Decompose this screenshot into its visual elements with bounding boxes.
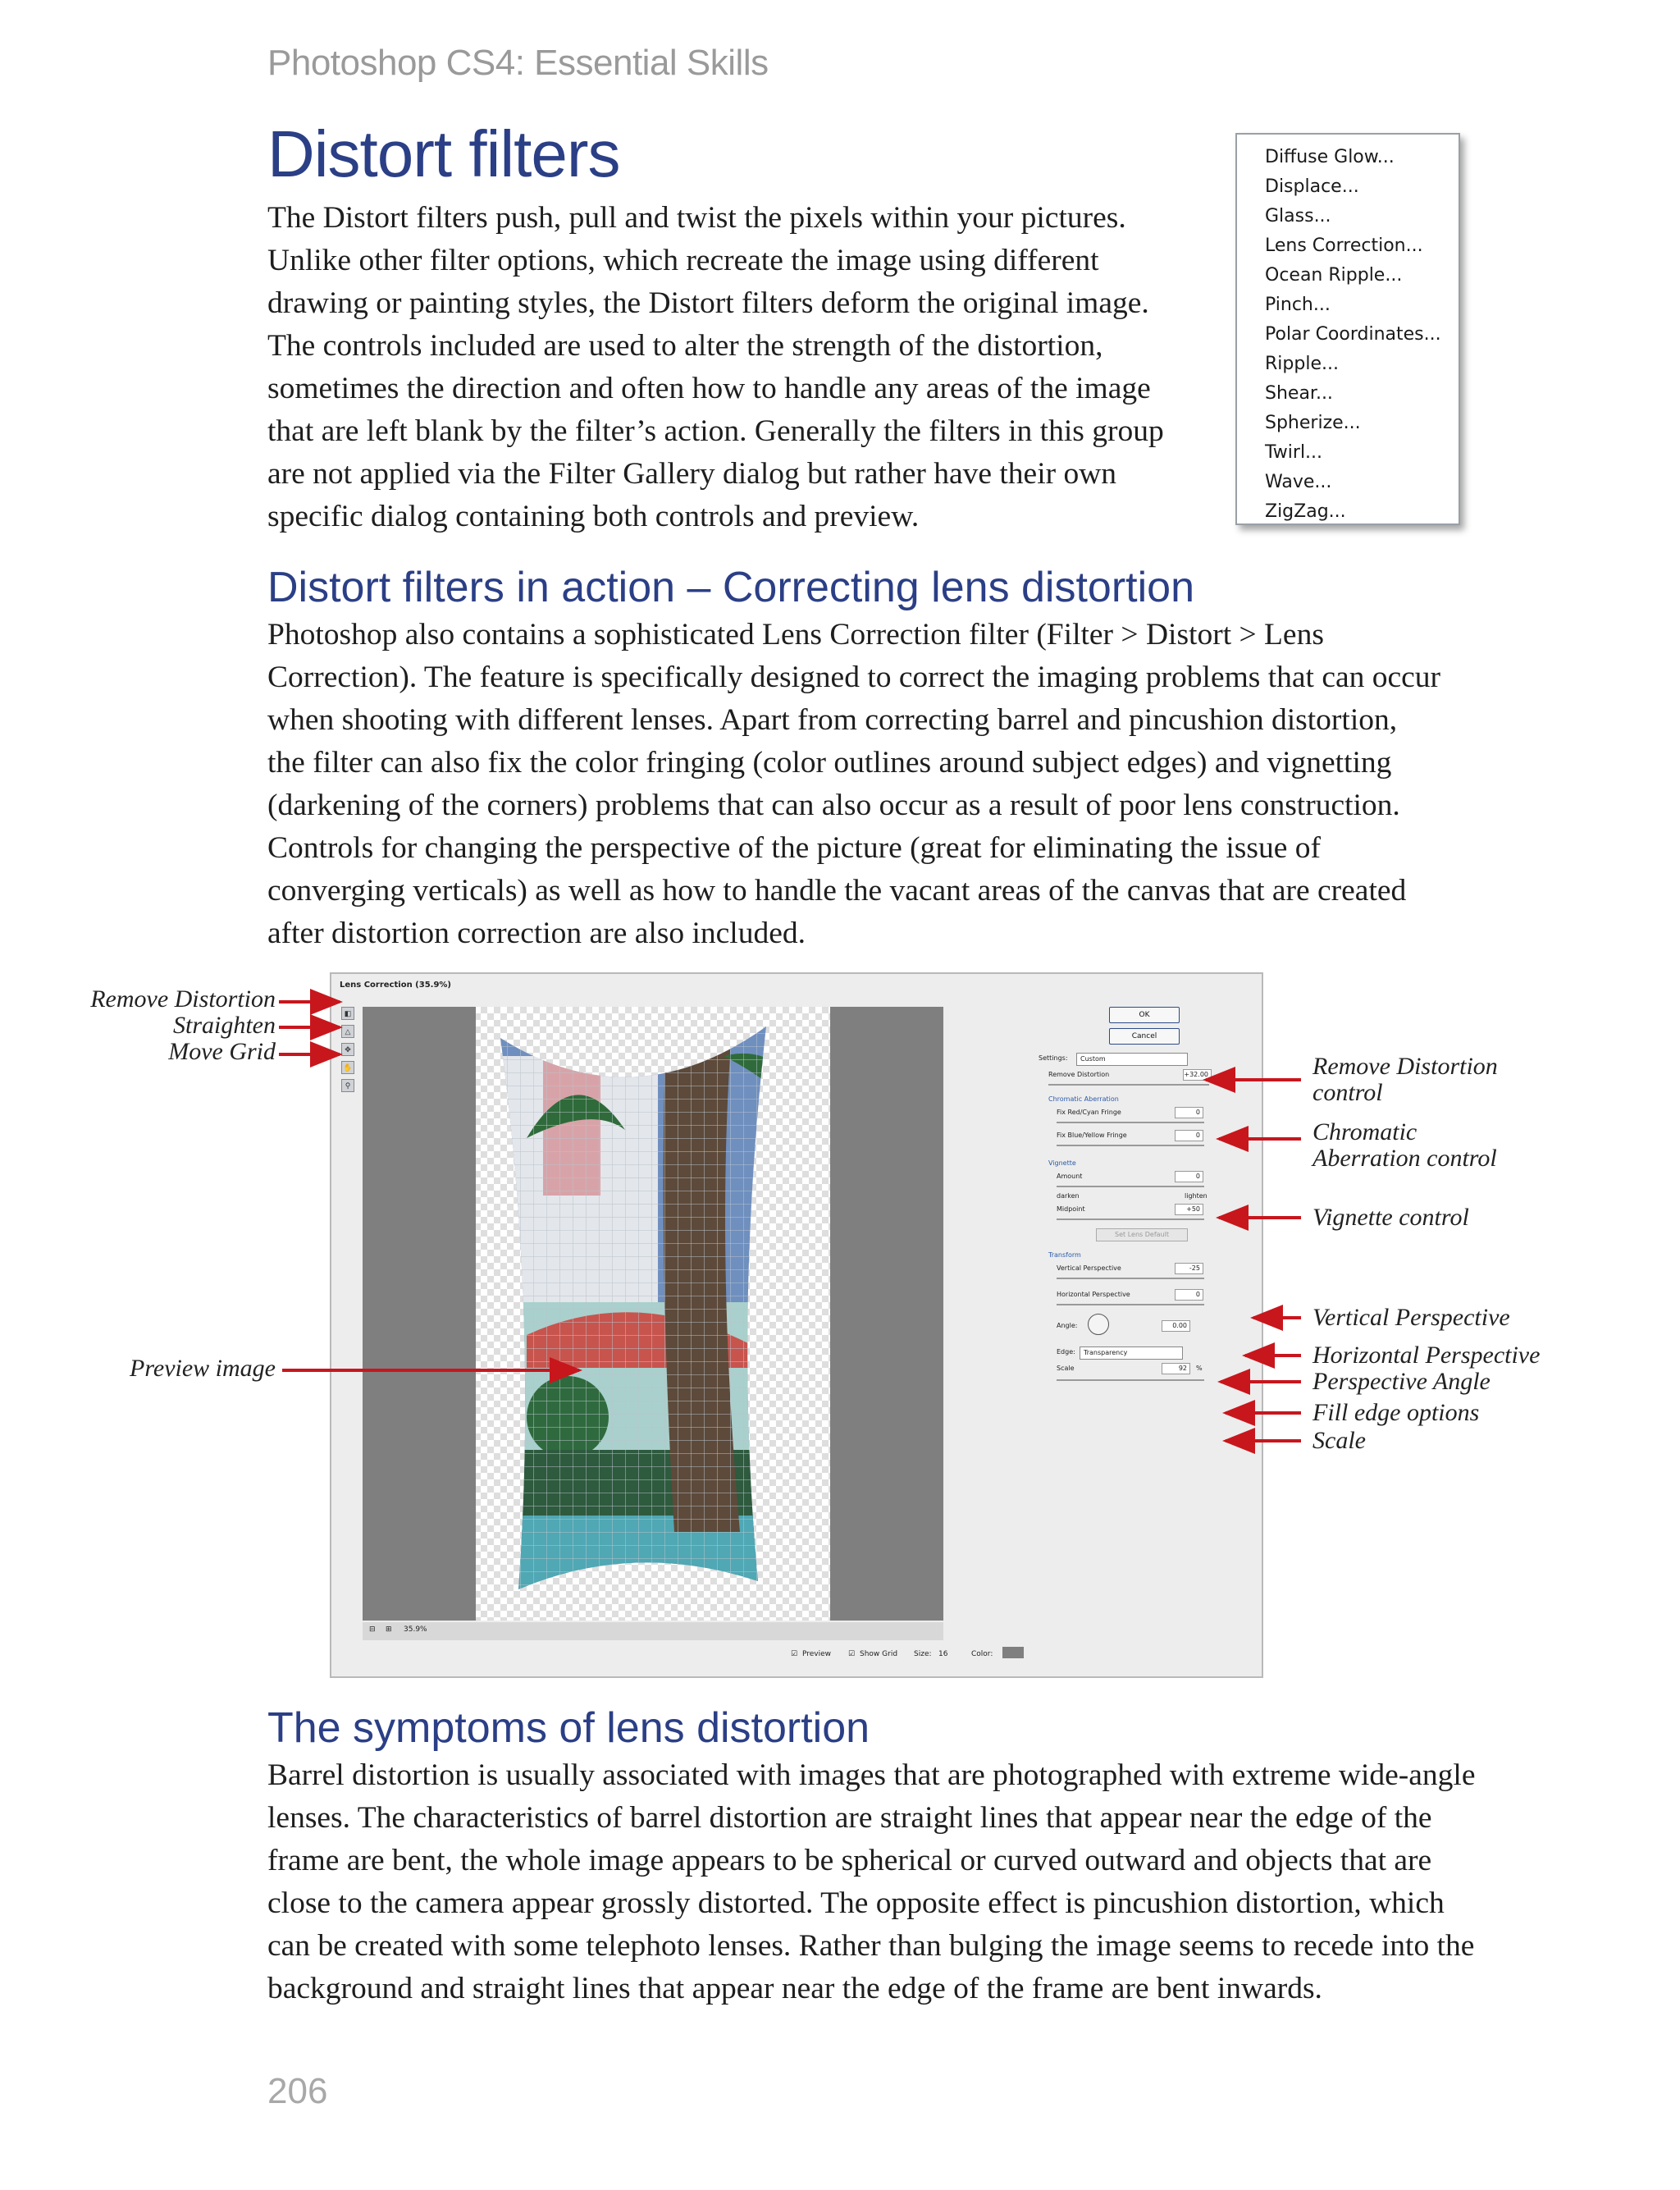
transform-group-label: Transform bbox=[1048, 1251, 1081, 1259]
text-line: when shooting with different lenses. Apart from correcting barrel and pincushion distortion, bbox=[267, 703, 1398, 737]
menu-item[interactable]: Shear... bbox=[1265, 383, 1333, 404]
text-line: Unlike other filter options, which recreate the image using different bbox=[267, 244, 1099, 277]
text-line: after distortion correction are also included. bbox=[267, 917, 806, 950]
text-line: The controls included are used to alter the strength of the distortion, bbox=[267, 329, 1103, 363]
midpoint-value[interactable]: +50 bbox=[1175, 1204, 1203, 1215]
callout-fill-edge: Fill edge options bbox=[1312, 1399, 1480, 1426]
fix-blue-yellow-value[interactable]: 0 bbox=[1175, 1130, 1203, 1141]
section-title-lens-correction: Distort filters in action – Correcting lens distortion bbox=[267, 564, 1195, 611]
text-line: frame are bent, the whole image appears to be spherical or curved outward and objects that are bbox=[267, 1844, 1432, 1877]
remove-distortion-label: Remove Distortion bbox=[1048, 1071, 1110, 1078]
scale-label: Scale bbox=[1057, 1365, 1075, 1372]
cancel-button[interactable]: Cancel bbox=[1109, 1028, 1180, 1045]
callout-vignette: Vignette control bbox=[1312, 1204, 1469, 1231]
callout-line: Aberration control bbox=[1312, 1145, 1497, 1172]
text-line: Barrel distortion is usually associated with images that are photographed with extreme wide-angle bbox=[267, 1758, 1476, 1792]
text-line: that are left blank by the filter’s action. Generally the filters in this group bbox=[267, 414, 1164, 448]
fix-red-cyan-value[interactable]: 0 bbox=[1175, 1107, 1203, 1118]
horizontal-perspective-value[interactable]: 0 bbox=[1175, 1289, 1203, 1301]
text-line: the filter can also fix the color fringing (color outlines around subject edges) and vignetting bbox=[267, 746, 1392, 780]
menu-item[interactable]: Displace... bbox=[1265, 176, 1359, 197]
amount-value[interactable]: 0 bbox=[1175, 1171, 1203, 1182]
edge-label: Edge: bbox=[1057, 1348, 1075, 1356]
text-line: are not applied via the Filter Gallery dialog but rather have their own bbox=[267, 457, 1117, 491]
menu-item[interactable]: Glass... bbox=[1265, 206, 1331, 226]
menu-item[interactable]: Spherize... bbox=[1265, 413, 1361, 433]
text-line: Correction). The feature is specifically designed to correct the imaging problems that can occur bbox=[267, 661, 1441, 694]
show-grid-label: Show Grid bbox=[860, 1650, 898, 1658]
callout-move-grid-tool: Move Grid bbox=[168, 1038, 276, 1065]
section-title-distort-filters: Distort filters bbox=[267, 117, 620, 190]
ok-button[interactable]: OK bbox=[1109, 1007, 1180, 1023]
callout-remove-distortion-control bbox=[1312, 1054, 1498, 1106]
set-lens-default-button[interactable]: Set Lens Default bbox=[1096, 1228, 1188, 1241]
text-line: lenses. The characteristics of barrel distortion are straight lines that appear near the edge of the bbox=[267, 1801, 1432, 1835]
show-grid-checkbox[interactable]: ☑ bbox=[848, 1650, 856, 1658]
symptoms-paragraph bbox=[267, 1754, 1476, 2010]
preview-checkbox[interactable]: ☑ bbox=[791, 1650, 798, 1658]
menu-item[interactable]: Wave... bbox=[1265, 472, 1332, 492]
menu-item[interactable]: Pinch... bbox=[1265, 295, 1331, 315]
settings-select[interactable]: Custom bbox=[1076, 1053, 1188, 1066]
callout-line: control bbox=[1312, 1079, 1383, 1106]
hand-tool-icon[interactable]: ✋ bbox=[341, 1061, 354, 1074]
edge-select[interactable]: Transparency bbox=[1080, 1346, 1183, 1360]
dialog-title: Lens Correction (35.9%) bbox=[340, 981, 452, 990]
menu-item[interactable]: Diffuse Glow... bbox=[1265, 147, 1395, 167]
menu-item[interactable]: Ocean Ripple... bbox=[1265, 265, 1403, 286]
callout-remove-distortion-tool: Remove Distortion bbox=[90, 985, 276, 1013]
text-line: Photoshop also contains a sophisticated Lens Correction filter (Filter > Distort > Lens bbox=[267, 618, 1324, 652]
darken-label: darken bbox=[1057, 1192, 1080, 1200]
angle-value[interactable]: 0.00 bbox=[1162, 1320, 1190, 1332]
zoom-out-icon[interactable]: ⊟ bbox=[369, 1625, 376, 1634]
callout-scale: Scale bbox=[1312, 1427, 1366, 1454]
text-line: (darkening of the corners) problems that can also occur as a result of poor lens construction. bbox=[267, 789, 1400, 822]
settings-label: Settings: bbox=[1039, 1054, 1068, 1062]
menu-item[interactable]: Ripple... bbox=[1265, 354, 1339, 374]
straighten-tool-icon[interactable]: △ bbox=[341, 1025, 354, 1038]
menu-item[interactable]: Polar Coordinates... bbox=[1265, 324, 1441, 345]
fix-red-cyan-label: Fix Red/Cyan Fringe bbox=[1057, 1109, 1121, 1116]
scale-unit: % bbox=[1196, 1365, 1203, 1372]
text-line: The Distort filters push, pull and twist the pixels within your pictures. bbox=[267, 201, 1126, 235]
callout-line: Chromatic bbox=[1312, 1118, 1418, 1145]
text-line: sometimes the direction and often how to handle any areas of the image bbox=[267, 372, 1151, 405]
running-head: Photoshop CS4: Essential Skills bbox=[267, 43, 769, 83]
callout-straighten-tool: Straighten bbox=[173, 1012, 276, 1039]
amount-label: Amount bbox=[1057, 1173, 1083, 1180]
callout-vertical-perspective: Vertical Perspective bbox=[1312, 1304, 1510, 1331]
size-label: Size: bbox=[914, 1650, 932, 1658]
menu-item[interactable]: ZigZag... bbox=[1265, 501, 1346, 522]
zoom-tool-icon[interactable]: ⚲ bbox=[341, 1079, 354, 1092]
zoom-level[interactable]: 35.9% bbox=[404, 1625, 427, 1634]
lighten-label: lighten bbox=[1185, 1192, 1208, 1200]
scale-value[interactable]: 92 bbox=[1162, 1363, 1190, 1374]
vertical-perspective-value[interactable]: -25 bbox=[1175, 1263, 1203, 1274]
fix-blue-yellow-label: Fix Blue/Yellow Fringe bbox=[1057, 1132, 1127, 1139]
text-line: converging verticals) as well as how to handle the vacant areas of the canvas that are created bbox=[267, 874, 1407, 908]
text-line: background and straight lines that appear near the edge of the frame are bent inwards. bbox=[267, 1972, 1322, 2005]
text-line: close to the camera appear grossly distorted. The opposite effect is pincushion distortion, which bbox=[267, 1886, 1445, 1920]
preview-label: Preview bbox=[802, 1650, 832, 1658]
callout-perspective-angle: Perspective Angle bbox=[1312, 1368, 1491, 1395]
chromatic-group-label: Chromatic Aberration bbox=[1048, 1095, 1119, 1103]
callout-preview-image: Preview image bbox=[130, 1355, 276, 1382]
angle-label: Angle: bbox=[1057, 1322, 1078, 1329]
text-line: Controls for changing the perspective of the picture (great for eliminating the issue of bbox=[267, 831, 1321, 865]
section-title-symptoms: The symptoms of lens distortion bbox=[267, 1704, 870, 1752]
color-label: Color: bbox=[971, 1650, 993, 1658]
remove-distortion-value[interactable]: +32.00 bbox=[1183, 1069, 1212, 1081]
menu-item[interactable]: Lens Correction... bbox=[1265, 235, 1423, 256]
text-line: can be created with some telephoto lenses. Rather than bulging the image seems to recede into the bbox=[267, 1929, 1475, 1963]
vertical-perspective-label: Vertical Perspective bbox=[1057, 1264, 1121, 1272]
move-grid-tool-icon[interactable]: ✥ bbox=[341, 1043, 354, 1056]
midpoint-label: Midpoint bbox=[1057, 1205, 1085, 1213]
menu-item[interactable]: Twirl... bbox=[1265, 442, 1323, 463]
size-value[interactable]: 16 bbox=[938, 1650, 948, 1658]
vignette-group-label: Vignette bbox=[1048, 1159, 1076, 1167]
callout-line: Remove Distortion bbox=[1312, 1053, 1498, 1080]
text-line: drawing or painting styles, the Distort filters deform the original image. bbox=[267, 286, 1149, 320]
callout-chromatic-aberration bbox=[1312, 1119, 1497, 1172]
remove-distortion-tool-icon[interactable]: ◧ bbox=[341, 1007, 354, 1020]
zoom-in-icon[interactable]: ⊞ bbox=[386, 1625, 392, 1634]
page-number: 206 bbox=[267, 2071, 328, 2111]
horizontal-perspective-label: Horizontal Perspective bbox=[1057, 1291, 1130, 1298]
text-line: specific dialog containing both controls and preview. bbox=[267, 500, 920, 533]
callout-horizontal-perspective: Horizontal Perspective bbox=[1312, 1342, 1541, 1369]
